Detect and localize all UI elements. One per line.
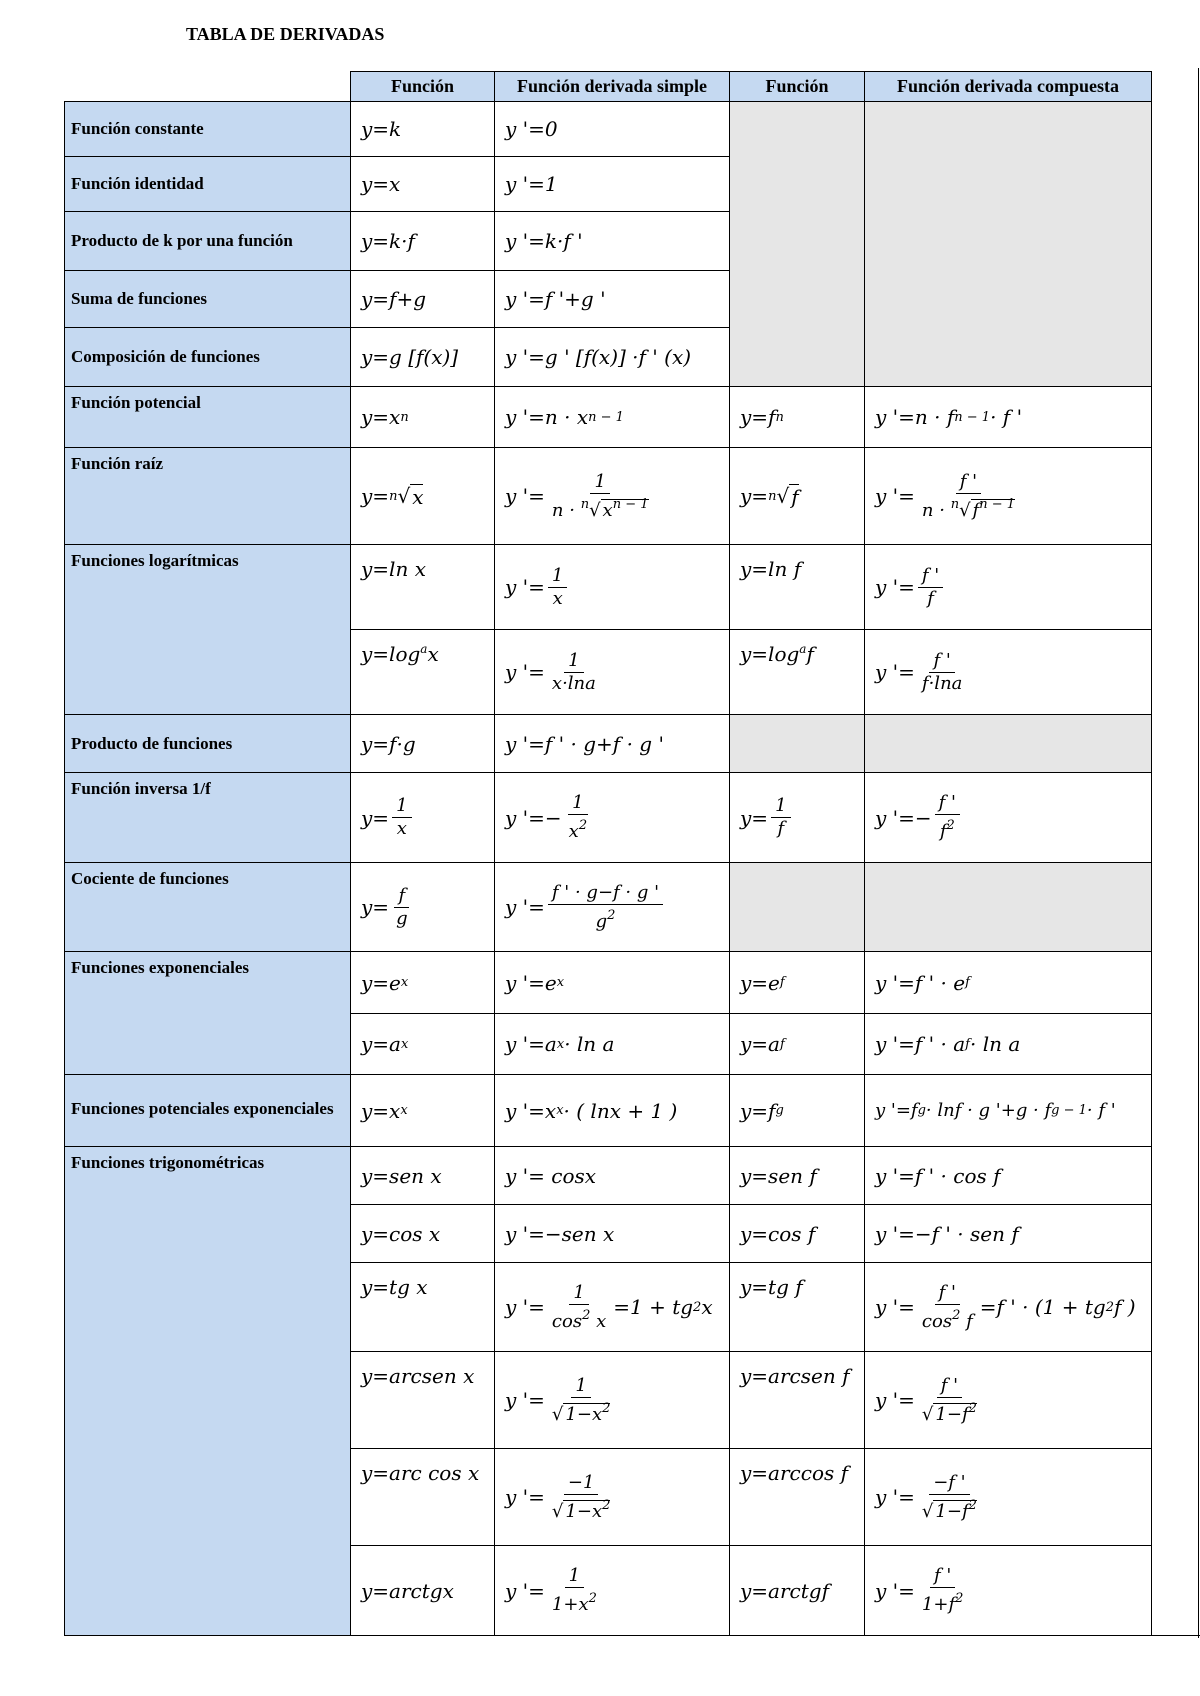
derivative-tg: y '= $\frac{1}{\cos^2 x}$ =1 + tg 2 x: [494, 1262, 730, 1352]
derivative-exp-a-compuesta: y '=f ' · a f · ln a: [864, 1013, 1152, 1075]
category-trig: Funciones trigonométricas: [64, 1146, 351, 1636]
formula-arcsen-compuesta: y=arcsen f: [729, 1351, 865, 1449]
formula-cociente: y= $\frac{f}{g}$: [350, 862, 495, 952]
formula-pot-exp: y=x x: [350, 1074, 495, 1147]
formula-sen: y=sen x: [350, 1146, 495, 1205]
formula-sen-compuesta: y=sen f: [729, 1146, 865, 1205]
derivative-inversa: y '=− $\frac{1}{x^2}$: [494, 772, 730, 863]
category-producto: Producto de funciones: [64, 714, 351, 773]
derivative-ln: y '= $\frac{1}{x}$: [494, 544, 730, 630]
formula-arctg: y=arctgx: [350, 1545, 495, 1636]
derivative-raiz-compuesta: y '= $\frac{f '}{n \cdot ^n√ f^{n - 1}}$: [864, 447, 1152, 545]
formula-exp-a-compuesta: y=a f: [729, 1013, 865, 1075]
derivative-composicion: y '=g ' [f(x)] ·f ' (x): [494, 327, 730, 387]
derivative-constante: y '=0: [494, 101, 730, 157]
formula-exp: y=e x: [350, 951, 495, 1014]
derivative-exp: y '=e x: [494, 951, 730, 1014]
formula-producto-k: y=k·f: [350, 211, 495, 271]
formula-raiz: y= n √ x: [350, 447, 495, 545]
formula-ln-compuesta: y=ln f: [729, 544, 865, 630]
category-identidad: Función identidad: [64, 156, 351, 212]
formula-potencial-compuesta: y=f n: [729, 386, 865, 448]
formula-pot-exp-compuesta: y=f g: [729, 1074, 865, 1147]
formula-exp-compuesta: y=e f: [729, 951, 865, 1014]
derivative-potencial-compuesta: y '=n · f n − 1 · f ': [864, 386, 1152, 448]
derivative-pot-exp-compuesta: y '=f g · lnf · g '+g · f g − 1 · f ': [864, 1074, 1152, 1147]
header-funcion-compuesta: Función: [729, 71, 865, 102]
formula-identidad: y=x: [350, 156, 495, 212]
derivative-producto: y '=f ' · g+f · g ': [494, 714, 730, 773]
derivative-cociente: y '= $\frac{f ' \cdot g-f \cdot g '}{g^2}$: [494, 862, 730, 952]
formula-arcsen: y=arcsen x: [350, 1351, 495, 1449]
derivative-sen: y '= cosx: [494, 1146, 730, 1205]
empty-cell-compuesta-funcion: [729, 101, 865, 387]
category-constante: Función constante: [64, 101, 351, 157]
category-pot-exp: Funciones potenciales exponenciales: [64, 1074, 351, 1147]
derivative-suma: y '=f '+g ': [494, 270, 730, 328]
empty-cell-producto-funcion: [729, 714, 865, 773]
empty-cell-producto-derivada: [864, 714, 1152, 773]
category-exponenciales: Funciones exponenciales: [64, 951, 351, 1075]
exp-d-text: y '=e: [505, 970, 557, 995]
derivative-sen-compuesta: y '=f ' · cos f: [864, 1146, 1152, 1205]
category-composicion: Composición de funciones: [64, 327, 351, 387]
derivative-inversa-compuesta: y '=− $\frac{f '}{f^2}$: [864, 772, 1152, 863]
formula-raiz-compuesta: y= n √ f: [729, 447, 865, 545]
formula-constante: y=k: [350, 101, 495, 157]
formula-tg: y=tg x: [350, 1262, 495, 1352]
derivative-cos: y '=−sen x: [494, 1204, 730, 1263]
formula-cos-compuesta: y=cos f: [729, 1204, 865, 1263]
formula-inversa: y= $\frac{1}{x}$: [350, 772, 495, 863]
derivative-arcsen-compuesta: y '= $\frac{f '}{√ 1-f^2}$: [864, 1351, 1152, 1449]
category-inversa: Función inversa 1/f: [64, 772, 351, 863]
bottom-border-line: [64, 1635, 1200, 1636]
formula-log: y=log $^a$ x: [350, 629, 495, 715]
empty-cell-compuesta-derivada: [864, 101, 1152, 387]
header-derivada-compuesta: Función derivada compuesta: [864, 71, 1152, 102]
category-producto-k: Producto de k por una función: [64, 211, 351, 271]
formula-cos: y=cos x: [350, 1204, 495, 1263]
formula-inversa-compuesta: y= $\frac{1}{f}$: [729, 772, 865, 863]
derivative-exp-a: y '=a x · ln a: [494, 1013, 730, 1075]
derivative-arccos-compuesta: y '= $\frac{-f '}{√ 1-f^2}$: [864, 1448, 1152, 1546]
log-text: y=log: [361, 642, 421, 666]
derivative-producto-k: y '=k·f ': [494, 211, 730, 271]
category-raiz: Función raíz: [64, 447, 351, 545]
header-funcion: Función: [350, 71, 495, 102]
derivative-arcsen: y '= $\frac{1}{√ 1-x^2}$: [494, 1351, 730, 1449]
formula-composicion: y=g [f(x)]: [350, 327, 495, 387]
category-logaritmicas: Funciones logarítmicas: [64, 544, 351, 715]
derivative-arctg-compuesta: y '= $\frac{f '}{1+f^2}$: [864, 1545, 1152, 1636]
formula-arccos: y=arc cos x: [350, 1448, 495, 1546]
derivative-ln-compuesta: y '= $\frac{f '}{f}$: [864, 544, 1152, 630]
empty-cell-cociente-funcion: [729, 862, 865, 952]
formula-suma: y=f+g: [350, 270, 495, 328]
derivative-raiz: y '= $\frac{1}{n \cdot ^n√ x^{n - 1}}$: [494, 447, 730, 545]
formula-exp-a: y=a x: [350, 1013, 495, 1075]
formula-producto: y=f·g: [350, 714, 495, 773]
derivative-exp-compuesta: y '=f ' · e f: [864, 951, 1152, 1014]
page-title: TABLA DE DERIVADAS: [186, 24, 385, 44]
right-border-line: [1198, 68, 1199, 1638]
derivative-tg-compuesta: y '= $\frac{f '}{\cos^2 f}$ =f ' · (1 + tg 2 f ): [864, 1262, 1152, 1352]
derivative-potencial: y '=n · x n − 1: [494, 386, 730, 448]
header-derivada-simple: Función derivada simple: [494, 71, 730, 102]
derivative-arccos: y '= $\frac{-1}{√ 1-x^2}$: [494, 1448, 730, 1546]
derivative-arctg: y '= $\frac{1}{1+x^2}$: [494, 1545, 730, 1636]
formula-ln: y=ln x: [350, 544, 495, 630]
derivative-log: y '= $\frac{1}{x\cdot\ln a}$: [494, 629, 730, 715]
derivative-identidad: y '=1: [494, 156, 730, 212]
empty-cell-cociente-derivada: [864, 862, 1152, 952]
formula-arctg-compuesta: y=arctgf: [729, 1545, 865, 1636]
formula-arccos-compuesta: y=arccos f: [729, 1448, 865, 1546]
formula-tg-compuesta: y=tg f: [729, 1262, 865, 1352]
category-cociente: Cociente de funciones: [64, 862, 351, 952]
log-compuesta-text: y=log: [740, 642, 800, 666]
category-suma: Suma de funciones: [64, 270, 351, 328]
formula-potencial: y=x n: [350, 386, 495, 448]
category-potencial: Función potencial: [64, 386, 351, 448]
derivative-cos-compuesta: y '=−f ' · sen f: [864, 1204, 1152, 1263]
formula-log-compuesta: y=log $^a$ f: [729, 629, 865, 715]
derivative-log-compuesta: y '= $\frac{f '}{f\cdot\ln a}$: [864, 629, 1152, 715]
derivative-pot-exp: y '=x x · ( lnx + 1 ): [494, 1074, 730, 1147]
